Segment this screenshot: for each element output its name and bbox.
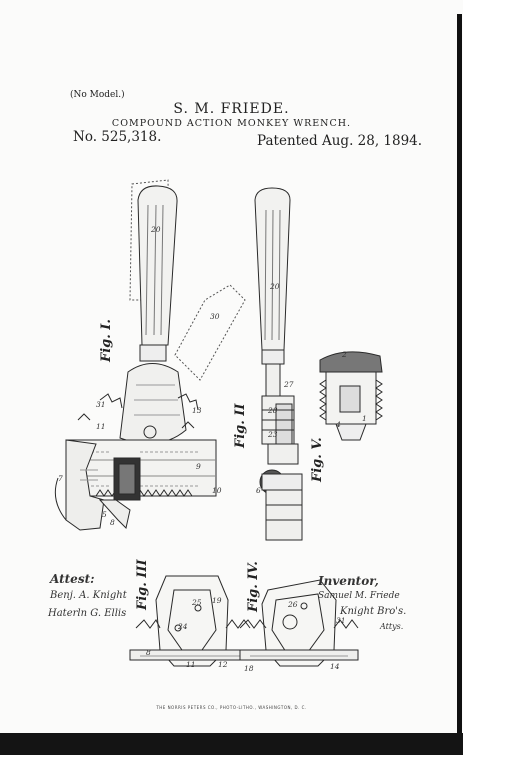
fig1-label: Fig. I. [99,319,114,362]
attorneys-signature: Knight Bro's. [340,606,407,617]
attorneys-label: Attys. [380,622,404,631]
inventor-signature: Samuel M. Friede [318,591,400,601]
fig5-label: Fig. V. [310,437,325,482]
ref-25: 25 [192,598,202,607]
witness-1-signature: Benj. A. Knight [50,590,127,601]
ref-4: 4 [336,420,341,429]
ref-5: 5 [102,510,107,519]
fig2-drawing [255,188,302,540]
ref-30: 30 [210,312,220,321]
ref-7: 7 [58,474,63,483]
patent-date: Patented Aug. 28, 1894. [257,133,423,149]
ref-31: 31 [96,400,106,409]
ref-19: 19 [212,596,222,605]
ref-24: 24 [178,622,188,631]
ref-20-fig1: 20 [151,225,161,234]
printer-imprint: THE NORRIS PETERS CO., PHOTO-LITHO., WASHINGTON, D. C. [156,705,307,710]
patent-number: No. 525,318. [73,129,162,145]
patent-title: COMPOUND ACTION MONKEY WRENCH. [111,118,352,129]
attest-label: Attest: [50,572,95,586]
ref-26: 26 [288,600,298,609]
scan-edge-bottom [0,733,463,755]
fig5-drawing [320,352,382,440]
ref-8-fig3: 8 [146,648,151,657]
fig3-label: Fig. III [135,559,150,610]
inventor-heading: S. M. FRIEDE. [173,101,290,117]
ref-10: 10 [212,486,222,495]
ref-13: 13 [192,406,202,415]
ref-6: 6 [256,486,261,495]
ref-2: 2 [342,350,347,359]
witness-2-signature: Haterln G. Ellis [48,608,127,619]
fig2-label: Fig. II [233,403,248,448]
ref-23: 23 [268,430,278,439]
ref-11: 11 [96,422,106,431]
ref-31-fig4: 31 [336,616,346,625]
ref-14: 14 [330,662,340,671]
ref-18: 18 [244,664,254,673]
no-model-label: (No Model.) [70,90,125,100]
ref-12: 12 [218,660,228,669]
inventor-label: Inventor, [318,574,379,588]
ref-9: 9 [196,462,201,471]
ref-27: 27 [284,380,294,389]
ref-11-fig3: 11 [186,660,196,669]
ref-28: 28 [268,406,278,415]
fig4-label: Fig. IV. [246,561,261,612]
ref-8: 8 [110,518,115,527]
ref-20-fig2: 20 [270,282,280,291]
ref-1: 1 [362,414,367,423]
